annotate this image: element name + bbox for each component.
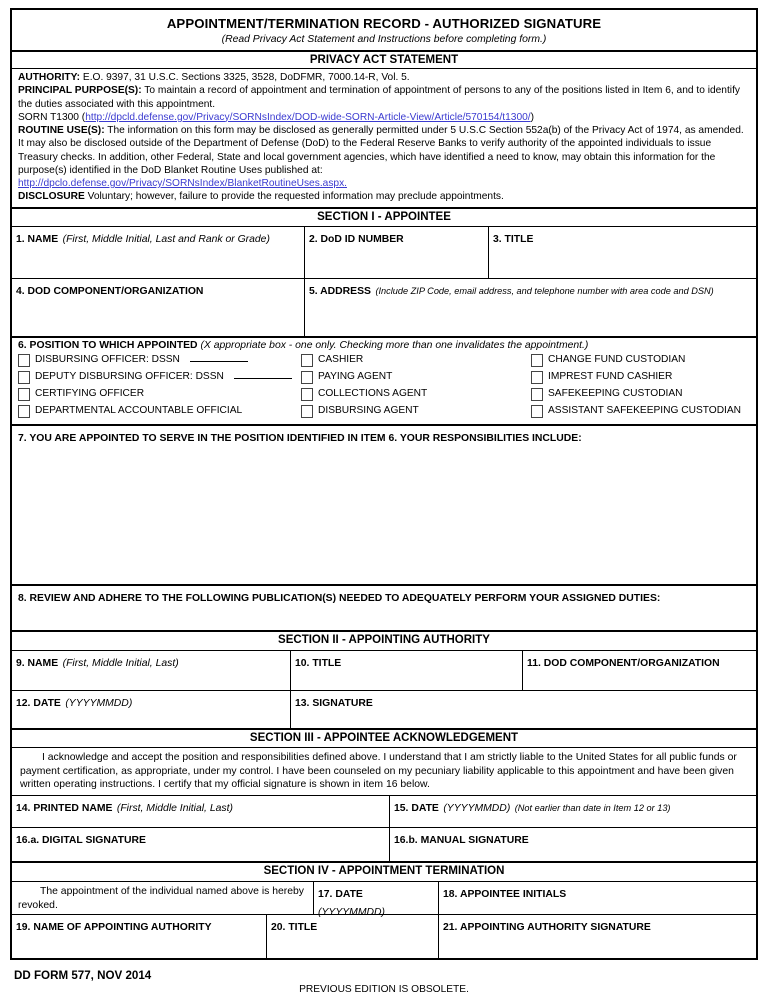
- checkbox-certifying-officer[interactable]: [18, 387, 301, 401]
- checkbox-label: DEPUTY DISBURSING OFFICER: DSSN: [35, 371, 224, 383]
- authority-text: E.O. 9397, 31 U.S.C. Sections 3325, 3528, DoDFMR, 7000.14-R, Vol. 5.: [80, 72, 410, 83]
- checkbox-label: CERTIFYING OFFICER: [35, 388, 145, 400]
- checkbox-icon[interactable]: [301, 371, 313, 384]
- section-2-band: SECTION II - APPOINTING AUTHORITY: [12, 630, 756, 651]
- section-3-row-1: [12, 796, 756, 828]
- checkbox-row: [18, 404, 752, 421]
- section-1-row-2: [12, 279, 756, 338]
- form-title-block: [12, 10, 756, 52]
- checkbox-icon[interactable]: [531, 388, 543, 401]
- dssn-blank-line[interactable]: [234, 370, 292, 379]
- checkbox-safekeeping-custodian[interactable]: [531, 387, 752, 401]
- field-16b-label: 16.b. MANUAL SIGNATURE: [394, 834, 529, 846]
- field-14-label: 14. PRINTED NAME: [16, 802, 113, 814]
- checkbox-icon[interactable]: [18, 388, 30, 401]
- field-1-label: 1. NAME: [16, 234, 59, 246]
- checkbox-icon[interactable]: [531, 371, 543, 384]
- dd-form-577: [10, 8, 758, 960]
- checkbox-row: [18, 370, 752, 387]
- checkbox-disbursing-agent[interactable]: [301, 404, 531, 418]
- field-6-position-block: [12, 338, 756, 426]
- field-9-label: 9. NAME: [16, 657, 59, 669]
- sorn-prefix: SORN T1300 (: [18, 111, 86, 123]
- field-1-name[interactable]: [12, 227, 305, 279]
- section-4-row-1: [12, 882, 756, 918]
- section-2-row-2: [12, 691, 756, 728]
- checkbox-assistant-safekeeping-custodian[interactable]: [531, 404, 752, 418]
- field-19-name-appointing-authority[interactable]: [12, 915, 267, 958]
- checkbox-label: SAFEKEEPING CUSTODIAN: [548, 388, 683, 400]
- field-15-label: 15. DATE: [394, 802, 439, 814]
- field-3-title[interactable]: [489, 227, 756, 279]
- section-1-row-1: [12, 227, 756, 279]
- field-9-name[interactable]: [12, 651, 291, 691]
- field-12-label: 12. DATE: [16, 697, 61, 709]
- field-5-address[interactable]: [305, 279, 756, 338]
- privacy-act-body: [12, 69, 756, 207]
- field-15-date[interactable]: [390, 796, 756, 828]
- field-10-title[interactable]: [291, 651, 523, 691]
- checkbox-icon[interactable]: [301, 405, 313, 418]
- field-6-header: [12, 338, 756, 352]
- checkbox-disbursing-officer[interactable]: [18, 353, 301, 367]
- checkbox-label: DISBURSING OFFICER: DSSN: [35, 354, 180, 366]
- field-7-responsibilities[interactable]: [12, 426, 756, 586]
- field-8-publications[interactable]: [12, 586, 756, 630]
- termination-statement: [12, 882, 314, 915]
- principal-purpose-label: PRINCIPAL PURPOSE(S):: [18, 85, 142, 97]
- checkbox-label: ASSISTANT SAFEKEEPING CUSTODIAN: [548, 405, 742, 417]
- field-19-label: 19. NAME OF APPOINTING AUTHORITY: [16, 921, 212, 933]
- field-4-label: 4. DOD COMPONENT/ORGANIZATION: [16, 286, 204, 298]
- section-1-band: SECTION I - APPOINTEE: [12, 207, 756, 228]
- checkbox-label: IMPREST FUND CASHIER: [548, 371, 673, 383]
- field-5-hint: (Include ZIP Code, email address, and telephone number with area code and DSN): [375, 286, 714, 297]
- revoke-text: The appointment of the individual named above is hereby revoked.: [18, 885, 304, 911]
- field-13-signature[interactable]: [291, 691, 756, 728]
- privacy-disclosure-line: [18, 190, 751, 203]
- form-identifier: DD FORM 577, NOV 2014: [14, 968, 152, 982]
- checkbox-icon[interactable]: [301, 388, 313, 401]
- field-18-label: 18. APPOINTEE INITIALS: [443, 888, 567, 900]
- principal-purpose-text: To maintain a record of appointment and termination of appointment of persons to any of the positions listed in Item 6, and to identify the duties associated with this appointment.: [18, 85, 740, 110]
- page-title: APPOINTMENT/TERMINATION RECORD - AUTHORIZED SIGNATURE: [166, 16, 602, 31]
- checkbox-icon[interactable]: [18, 371, 30, 384]
- sorn-suffix: ): [530, 111, 535, 123]
- checkbox-icon[interactable]: [301, 354, 313, 367]
- privacy-principal-line: [18, 84, 751, 111]
- section-2-row-1: [12, 651, 756, 691]
- field-20-title[interactable]: [267, 915, 439, 958]
- form-footer: [10, 960, 758, 998]
- privacy-blanket-line: [18, 177, 751, 190]
- field-15-hint-2: (Not earlier than date in Item 12 or 13): [514, 802, 671, 813]
- field-8-label: 8. REVIEW AND ADHERE TO THE FOLLOWING PUBLICATION(S) NEEDED TO ADEQUATELY PERFORM YOUR ASSIGNED DUTIES:: [18, 593, 661, 605]
- field-21-appointing-authority-signature[interactable]: [439, 915, 756, 958]
- section-3-row-2: [12, 828, 756, 861]
- privacy-sorn-line: [18, 111, 751, 124]
- field-16b-manual-signature[interactable]: [390, 828, 756, 861]
- field-2-label: 2. DoD ID NUMBER: [309, 234, 404, 246]
- field-6-hint: (X appropriate box - one only. Checking more than one invalidates the appointment.): [200, 340, 589, 352]
- field-11-component-organization[interactable]: [523, 651, 756, 691]
- field-16a-digital-signature[interactable]: [12, 828, 390, 861]
- field-6-label: 6. POSITION TO WHICH APPOINTED: [18, 340, 198, 352]
- field-17-label: 17. DATE: [318, 888, 363, 900]
- field-1-hint: (First, Middle Initial, Last and Rank or Grade): [62, 234, 270, 246]
- routine-use-text: The information on this form may be disclosed as generally permitted under 5 U.S.C Section 552a(b) of the Privacy Act of 1974, as amended. It may also be disclosed outside of the Department of Defense (DoD) to the Federal Reserve Banks to verify authority of the appointed individuals to issue Treasury checks. In addition, other Federal, State and local government agencies, which have identified a need to know, may obtain this information for the purpose(s) identified in the DoD Blanket Routine Uses published at:: [18, 125, 744, 176]
- field-12-hint: (YYYYMMDD): [65, 697, 133, 709]
- checkbox-departmental-accountable-official[interactable]: [18, 404, 301, 418]
- checkbox-label: PAYING AGENT: [318, 371, 393, 383]
- routine-use-label: ROUTINE USE(S):: [18, 125, 105, 136]
- field-5-label: 5. ADDRESS: [309, 286, 371, 298]
- dssn-blank-line[interactable]: [190, 353, 248, 362]
- previous-edition-note: PREVIOUS EDITION IS OBSOLETE.: [299, 983, 469, 995]
- acknowledgement-paragraph: [12, 748, 756, 796]
- checkbox-label: COLLECTIONS AGENT: [318, 388, 428, 400]
- privacy-authority-line: [18, 71, 751, 84]
- checkbox-label: DEPARTMENTAL ACCOUNTABLE OFFICIAL: [35, 405, 243, 417]
- disclosure-text: Voluntary; however, failure to provide the requested information may preclude appointments.: [84, 191, 504, 203]
- checkbox-cashier[interactable]: [301, 353, 531, 367]
- field-21-label: 21. APPOINTING AUTHORITY SIGNATURE: [443, 921, 651, 933]
- checkbox-row: [18, 353, 752, 370]
- field-10-label: 10. TITLE: [295, 657, 342, 669]
- acknowledgement-text: I acknowledge and accept the position and responsibilities defined above. I understand that I am strictly liable to the United States for all public funds or payment certification, as appropriate, under my control. I have been counseled on my pecuniary liability applicable to this appointment and have been given written operating instructions. I certify that my official signature is shown in item 16 below.: [20, 752, 737, 791]
- field-11-label: 11. DOD COMPONENT/ORGANIZATION: [527, 657, 720, 669]
- checkbox-icon[interactable]: [18, 354, 30, 367]
- checkbox-collections-agent[interactable]: [301, 387, 531, 401]
- checkbox-icon[interactable]: [531, 354, 543, 367]
- checkbox-imprest-fund-cashier[interactable]: [531, 370, 752, 384]
- privacy-routine-line: [18, 124, 751, 177]
- checkbox-label: CASHIER: [318, 354, 364, 366]
- section-4-band: SECTION IV - APPOINTMENT TERMINATION: [12, 861, 756, 882]
- checkbox-row: [18, 387, 752, 404]
- checkbox-icon[interactable]: [531, 405, 543, 418]
- field-15-hint: (YYYYMMDD): [443, 802, 511, 814]
- field-17-date[interactable]: [314, 882, 439, 918]
- checkbox-icon[interactable]: [18, 405, 30, 418]
- field-13-label: 13. SIGNATURE: [295, 697, 373, 709]
- authority-label: AUTHORITY:: [18, 72, 81, 83]
- checkbox-paying-agent[interactable]: [301, 370, 531, 384]
- field-3-label: 3. TITLE: [493, 234, 534, 246]
- checkbox-label: DISBURSING AGENT: [318, 405, 419, 417]
- field-12-date[interactable]: [12, 691, 291, 728]
- field-20-label: 20. TITLE: [271, 921, 318, 933]
- field-16a-label: 16.a. DIGITAL SIGNATURE: [16, 834, 146, 846]
- field-9-hint: (First, Middle Initial, Last): [62, 657, 179, 669]
- checkbox-deputy-disbursing-officer[interactable]: [18, 370, 301, 384]
- privacy-act-heading: PRIVACY ACT STATEMENT: [12, 52, 756, 69]
- field-14-printed-name[interactable]: [12, 796, 390, 828]
- blanket-routine-uses-link[interactable]: http://dpclo.defense.gov/Privacy/SORNsIndex/BlanketRoutineUses.aspx.: [18, 178, 347, 189]
- checkbox-change-fund-custodian[interactable]: [531, 353, 752, 367]
- checkbox-label: CHANGE FUND CUSTODIAN: [548, 354, 686, 366]
- field-18-appointee-initials[interactable]: [439, 882, 756, 915]
- section-4-row-2: [12, 915, 756, 958]
- section-3-band: SECTION III - APPOINTEE ACKNOWLEDGEMENT: [12, 728, 756, 749]
- field-14-hint: (First, Middle Initial, Last): [116, 802, 233, 814]
- field-17-hint: (YYYYMMDD): [318, 906, 385, 918]
- field-6-checkbox-grid: [12, 352, 756, 424]
- field-2-dod-id[interactable]: [305, 227, 489, 279]
- field-4-component-organization[interactable]: [12, 279, 305, 338]
- field-7-label: 7. YOU ARE APPOINTED TO SERVE IN THE POSITION IDENTIFIED IN ITEM 6. YOUR RESPONSIBILITIES INCLUDE:: [18, 433, 582, 445]
- revoke-text-wrap: [12, 882, 313, 915]
- page-subtitle: (Read Privacy Act Statement and Instructions before completing form.): [221, 34, 547, 45]
- sorn-link[interactable]: http://dpcld.defense.gov/Privacy/SORNsIndex/DOD-wide-SORN-Article-View/Article/570154/t1300/: [85, 111, 531, 123]
- disclosure-label: DISCLOSURE: [18, 191, 85, 203]
